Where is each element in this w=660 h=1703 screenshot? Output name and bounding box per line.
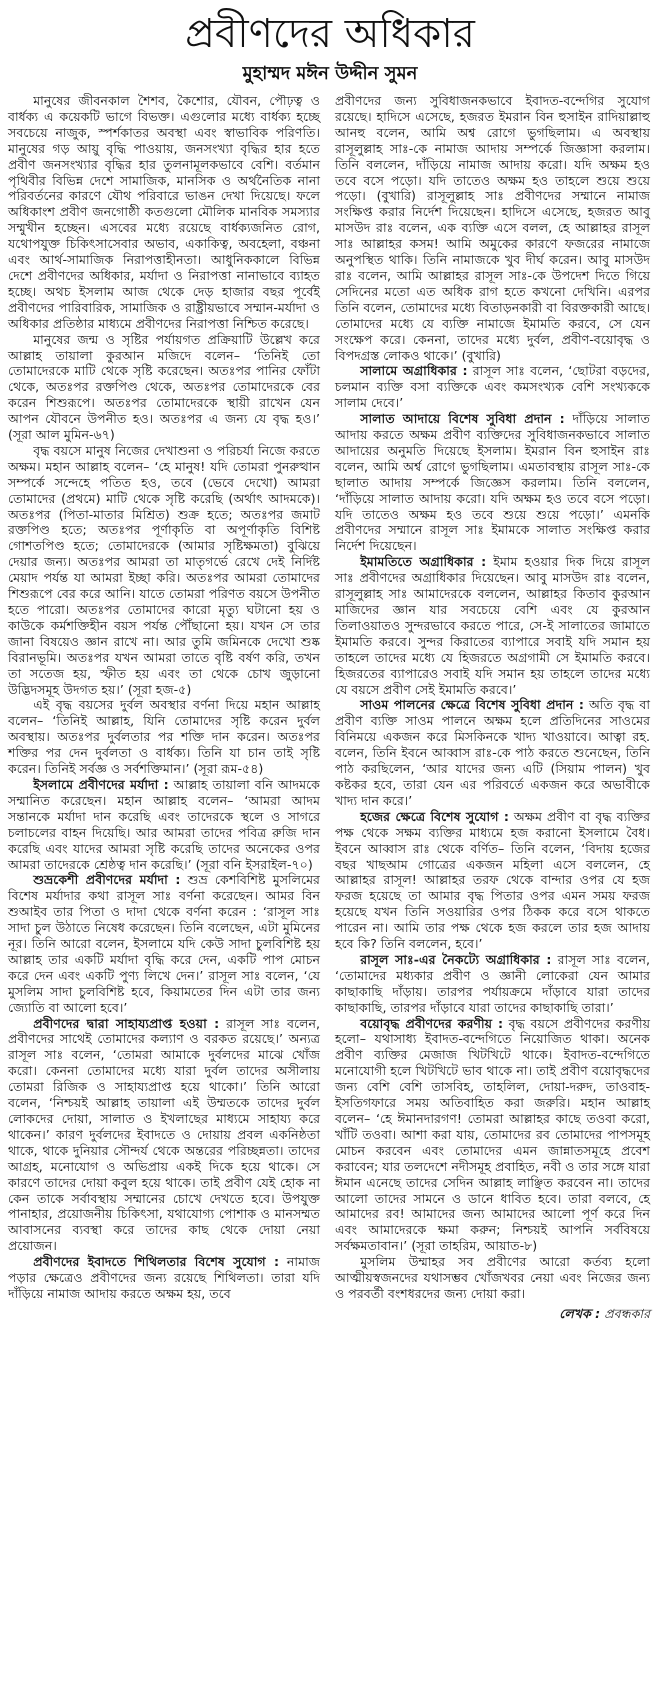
paragraph xyxy=(8,1254,320,1302)
paragraph-text: প্রবীণদের জন্য সুবিধাজনকভাবে ইবাদত-বন্দেগির সুযোগ রয়েছে। হাদিসে এসেছে, হজরত ইমরান বিন হুসাইন রাদিয়াল্লাহু আনহু বলেন, আমি অশ্ব রোগে ভুগছিলাম। এ অবস্থায় রাসূলুল্লাহ সাঃ-কে নামাজ আদায় সম্পর্কে জিজ্ঞাসা করলাম। তিনি বললেন, দাঁড়িয়ে নামাজ আদায় করো। যদি অক্ষম হও তবে বসে পড়ো। যদি তাতেও অক্ষম হও তাহলে শুয়ে শুয়ে পড়ো। (বুখারি) রাসূলুল্লাহ সাঃ প্রবীণদের সম্মানে নামাজ সংক্ষিপ্ত করার নির্দেশ দিয়েছেন। হাদিসে এসেছে, হজরত আবু মাসউদ রাঃ বলেন, এক ব্যক্তি এসে বলল, হে আল্লাহর রাসূল সাঃ আল্লাহর কসম! আমি অমুকের কারণে ফজরের নামাজে অনুপস্থিত থাকি। তিনি নামাজকে খুব দীর্ঘ করেন। আবু মাসউদ রাঃ বলেন, আমি আল্লাহর রাসূল সাঃ-কে উপদেশ দিতে গিয়ে সেদিনের মতো এত অধিক রাগ হতে কখনো দেখিনি। এরপর তিনি বলেন, তোমাদের মধ্যে বিতাড়নকারী বা বিরক্তকারী আছে। তোমাদের মধ্যে যে ব্যক্তি নামাজে ইমামতি করবে, সে যেন সংক্ষেপ করে। কেননা, তাদের মধ্যে দুর্বল, প্রবীণ-বয়োবৃদ্ধ ও বিপদগ্রস্ত লোকও থাকে।’ (বুখারি) xyxy=(335,93,650,363)
article-author: মুহাম্মদ মঈন উদ্দীন সুমন xyxy=(242,63,418,84)
paragraph xyxy=(335,1016,650,1255)
paragraph xyxy=(335,1254,650,1302)
paragraph-text: অতি বৃদ্ধ বা প্রবীণ ব্যক্তি সাওম পালনে অক্ষম হলে প্রতিদিনের সাওমের বিনিময়ে একজন করে মিসকিনকে খাদ্য খাওয়াবে। আত্বা রহ. বলেন, তিনি ইবনে আব্বাস রাঃ-কে পাঠ করতে শুনেছেন, তিনি পাঠ করছিলেন, ‘আর যাদের জন্য এটি (সিয়াম পালন) খুব কষ্টকর হবে, তারা যেন এর পরিবর্তে একজন করে অভাবীকে খাদ্য দান করে।’ xyxy=(335,697,650,808)
paragraph xyxy=(335,554,650,697)
paragraph-text: মুসলিম উম্মাহর সব প্রবীণের আরো কর্তব্য হলো আত্মীয়স্বজনদের যথাসম্ভব খোঁজখবর নেয়া এবং নিজের জন্য ও পরবর্তী বংশধরদের জন্য দোয়া করা। xyxy=(335,1254,650,1301)
paragraph-text: মানুষের জীবনকাল শৈশব, কৈশোর, যৌবন, পৌঢ়ত্ব ও বার্ধক্য এ কয়েকটি ভাগে বিভক্ত। এগুলোর মধ্যে বার্ধক্য হচ্ছে সবচেয়ে নাজুক, স্পর্শকাতর অবস্থা এবং স্বাভাবিক পরিণতি। মানুষের গড় আয়ু বৃদ্ধি পাওয়ায়, জনসংখ্যা বৃদ্ধির হার হতে প্রবীণ জনসংখ্যার বৃদ্ধির হার তুলনামূলকভাবে বেশি। বর্তমান পৃথিবীর বিভিন্ন দেশে সামাজিক, মানসিক ও অর্থনৈতিক নানা পরিবর্তনের কারণে যৌথ পরিবারে ভাঙন দেখা দিয়েছে। ফলে অধিকাংশ প্রবীণ জনগোষ্ঠী কতগুলো মৌলিক মানবিক সমস্যার সম্মুখীন হচ্ছেন। এসবের মধ্যে রয়েছে বার্ধক্যজনিত রোগ, যথোপযুক্ত চিকিৎসাসেবার অভাব, একাকিত্ব, অবহেলা, বঞ্চনা এবং আর্থ-সামাজিক নিরাপত্তাহীনতা। আধুনিককালে বিভিন্ন দেশে প্রবীণদের অধিকার, মর্যাদা ও নিরাপত্তা নানাভাবে ব্যাহত হচ্ছে। অথচ ইসলাম আজ থেকে দেড় হাজার বছর পূর্বেই প্রবীণদের পারিবারিক, সামাজিক ও রাষ্ট্রীয়ভাবে সম্মান-মর্যাদা ও অধিকার প্রতিষ্ঠার মাধ্যমে প্রবীণদের নিরাপত্তা নিশ্চিত করেছে। xyxy=(8,93,320,331)
paragraph-text: রাসূল সাঃ বলেন, ‘ছোটরা বড়দের, চলমান ব্যক্তি বসা ব্যক্তিকে এবং কমসংখ্যক বেশি সংখ্যককে সালাম দেবে।’ xyxy=(335,363,650,411)
section-heading: বয়োবৃদ্ধ প্রবীণদের করণীয় : xyxy=(360,1015,504,1031)
paragraph xyxy=(8,1016,320,1255)
section-heading: ইমামতিতে অগ্রাধিকার : xyxy=(360,554,487,570)
byline-text: প্রবন্ধকার xyxy=(600,1305,650,1321)
paragraph-text: রাসূল সাঃ বলেন, প্রবীণদের সাথেই তোমাদের কল্যাণ ও বরকত রয়েছে।’ অন্যত্র রাসূল সাঃ বলেন, ‘তোমরা আমাকে দুর্বলদের মাঝে খোঁজ করো। কেননা তোমাদের মধ্যে যারা দুর্বল তাদের অসীলায় তোমরা রিজিক ও সাহায্যপ্রাপ্ত হয়ে থাকো।’ তিনি আরো বলেন, ‘নিশ্চয়ই আল্লাহ তায়ালা এই উম্মতকে তাদের দুর্বল লোকদের দোয়া, সালাত ও ইখলাছের মাধ্যমে সাহায্য করে থাকেন।’ কারণ দুর্বলদের ইবাদতে ও দোয়ায় প্রবল একনিষ্ঠতা থাকে, থাকে দুনিয়ার সৌন্দর্য থেকে অন্তরের পরিচ্ছন্নতা। তাদের আগ্রহ, মনোযোগ ও অভিপ্রায় একই দিকে হয়ে থাকে। সে কারণে তাদের দোয়া কবুল হয়ে থাকে। তাই প্রবীণ যেই হোক না কেন তাকে সর্বাবস্থায় সম্মানের চোখে দেখতে হবে। উপযুক্ত পানাহার, প্রয়োজনীয় চিকিৎসা, যথাযোগ্য পোশাক ও মানসম্মত আবাসনের ব্যবস্থা করে তাদের কাছ থেকে দোয়া নেয়া প্রয়োজন। xyxy=(8,1015,321,1254)
paragraph xyxy=(8,332,320,443)
paragraph xyxy=(335,697,650,808)
section-heading: সাওম পালনের ক্ষেত্রে বিশেষ সুবিধা প্রদান : xyxy=(360,697,584,713)
section-heading: ইসলামে প্রবীণদের মর্যাদা : xyxy=(33,776,169,792)
section-heading: প্রবীণদের দ্বারা সাহায্যপ্রাপ্ত হওয়া : xyxy=(33,1015,220,1031)
section-heading: সালামে অগ্রাধিকার : xyxy=(360,363,468,379)
paragraph xyxy=(335,411,650,554)
paragraph-text: ইমাম হওয়ার দিক দিয়ে রাসূল সাঃ প্রবীণদের অগ্রাধিকার দিয়েছেন। আবু মাসউদ রাঃ বলেন, রাসূলুল্লাহ সাঃ আমাদেরকে বললেন, আল্লাহর কিতাব কুরআন মাজিদের জ্ঞান যার সবচেয়ে বেশি এবং যে কুরআন তিলাওয়াতও সুন্দরভাবে করতে পারে, সে-ই সালাতের জামাতে ইমামতি করবে। সুন্দর কিরাতের ব্যাপারে সবাই যদি সমান হয় তাহলে তাদের মধ্যে যে হিজরতে অগ্রগামী সে ইমামতি করবে। হিজরতের ব্যাপারেও সবাই যদি সমান হয় তাহলে তাদের মধ্যে যে বয়সে প্রবীণ সেই ইমামতি করবে।’ xyxy=(335,554,650,697)
paragraph-text: আল্লাহ তায়ালা বনি আদমকে সম্মানিত করেছেন। মহান আল্লাহ বলেন– ‘আমরা আদম সন্তানকে মর্যাদা দান করেছি এবং তাদেরকে স্থলে ও সাগরে চলাচলের বাহন দিয়েছি। আর আমরা তাদের পবিত্র রুজি দান করেছি এবং যাদের আমরা সৃষ্টি করেছি তাদের অনেকের ওপর আমরা তাদেরকে শ্রেষ্ঠত্ব দান করেছি।’ (সূরা বনি ইসরাইল-৭০) xyxy=(8,776,320,872)
paragraph xyxy=(8,872,320,1015)
paragraph-text: নামাজ পড়ার ক্ষেত্রেও প্রবীণদের জন্য রয়েছে শিথিলতা। তারা যদি দাঁড়িয়ে নামাজ আদায় করতে অক্ষম হয়, তবে xyxy=(8,1254,320,1301)
left-column xyxy=(8,93,320,1302)
paragraph-text: বৃদ্ধ বয়সে প্রবীণদের করণীয় হলো– যথাসাধ্য ইবাদত-বন্দেগিতে নিয়োজিত থাকা। অনেক প্রবীণ ব্যক্তির মেজাজ খিটখিটে থাকে। ইবাদত-বন্দেগিতে মনোযোগী হলে খিটখিটে ভাব থাকে না। তাই প্রবীণ বয়োবৃদ্ধদের জন্য বেশি বেশি তাসবিহ, তাহলিল, দোয়া-দরুদ, তাওবাহ-ইসতিগফারে সময় অতিবাহিত করা জরুরি। মহান আল্লাহ বলেন– ‘হে ঈমানদারগণ! তোমরা আল্লাহর কাছে তওবা করো, খাঁটি তওবা। আশা করা যায়, তোমাদের রব তোমাদের পাপসমূহ মোচন করবেন এবং তোমাদের এমন জান্নাতসমূহে প্রবেশ করাবেন; যার তলদেশে নদীসমূহ প্রবাহিত, নবী ও তার সঙ্গে যারা ঈমান এনেছে তাদের সেদিন আল্লাহ লাঞ্ছিত করবেন না। তাদের আলো তাদের সামনে ও ডানে ধাবিত হবে। তারা বলবে, হে আমাদের রব! আমাদের জন্য আমাদের আলো পূর্ণ করে দিন এবং আমাদেরকে ক্ষমা করুন; নিশ্চয়ই আপনি সর্ববিষয়ে সর্বক্ষমতাবান।’ (সূরা তাহরিম, আয়াত-৮) xyxy=(335,1015,650,1254)
section-heading: শুভ্রকেশী প্রবীণদের মর্যাদা : xyxy=(33,872,181,888)
paragraph xyxy=(335,363,650,411)
section-heading: হজের ক্ষেত্রে বিশেষ সুযোগ : xyxy=(360,808,509,824)
paragraph-text: দাঁড়িয়ে সালাত আদায় করতে অক্ষম প্রবীণ ব্যক্তিদের সুবিধাজনকভাবে সালাত আদায়ের অনুমতি দিয়েছে ইসলাম। ইমরান বিন হুসাইন রাঃ বলেন, আমি অর্শ্ব রোগে ভুগছিলাম। এমতাবস্থায় রাসূল সাঃ-কে ছালাত আদায় সম্পর্কে জিজ্ঞেস করলাম। তিনি বললেন, ‘দাঁড়িয়ে সালাত আদায় করো। যদি অক্ষম হও তবে বসে পড়ো। যদি তাতেও অক্ষম হও তবে শুয়ে শুয়ে পড়ো।’ এমনকি প্রবীণদের সম্মানে রাসূল সাঃ ইমামকে সালাত সংক্ষিপ্ত করার নির্দেশ দিয়েছেন। xyxy=(335,411,650,554)
paragraph xyxy=(8,443,320,698)
paragraph-text: অক্ষম প্রবীণ বা বৃদ্ধ ব্যক্তির পক্ষ থেকে সক্ষম ব্যক্তির মাধ্যমে হজ করানো ইসলামে বৈধ। ইবনে আব্বাস রাঃ থেকে বর্ণিত– তিনি বলেন, ‘বিদায় হজের বছর খাছআম গোত্রের একজন মহিলা এসে বললেন, হে আল্লাহর রাসূল! আল্লাহর তরফ থেকে বান্দার ওপর যে হজ ফরজ হয়েছে তা আমার বৃদ্ধ পিতার ওপর এমন সময় ফরজ হয়েছে যখন তিনি সওয়ারির ওপর ঠিকক করে বসে থাকতে পারেন না। আমি তার পক্ষ থেকে হজ করলে তার হজ আদায় হবে কি? তিনি বললেন, হবে।’ xyxy=(335,808,650,952)
paragraph-text: বৃদ্ধ বয়সে মানুষ নিজের দেখাশুনা ও পরিচর্যা নিজে করতে অক্ষম। মহান আল্লাহ বলেন– ‘হে মানুষ! যদি তোমরা পুনরুত্থান সম্পর্কে সন্দেহে পতিত হও, তবে (ভেবে দেখো) আমরা তোমাদের (প্রথমে) মাটি থেকে সৃষ্টি করেছি (অর্থাৎ আদমকে)। অতঃপর (পিতা-মাতার মিশ্রিত) শুক্র হতে; অতঃপর জমাট রক্তপিণ্ড হতে; অতঃপর পূর্ণাকৃতি বা অপূর্ণাকৃতি বিশিষ্ট গোশতপিণ্ড হতে; তোমাদেরকে (আমার সৃষ্টিক্ষমতা) বুঝিয়ে দেয়ার জন্য। অতঃপর আমরা তা মাতৃগর্ভে রেখে দেই নির্দিষ্ট মেয়াদ পর্যন্ত যা আমরা ইচ্ছা করি। অতঃপর আমরা তোমাদের শিশুরূপে বের করে আনি। যাতে তোমরা পরিণত বয়সে উপনীত হতে পারো। অতঃপর তোমাদের কারো মৃত্যু ঘটানো হয় ও কাউকে কর্মশক্তিহীন বয়স পর্যন্ত পৌঁছানো হয়। যখন সে তার জানা বিষয়েও জ্ঞান রাখে না। আর তুমি জমিনকে দেখো শুষ্ক বিরানভূমি। অতঃপর যখন আমরা তাতে বৃষ্টি বর্ষণ করি, তখন তা সতেজ হয়, স্ফীত হয় এবং তা থেকে চোখ জুড়ানো উদ্ভিদসমূহ উদগত হয়।’ (সূরা হজ-৫) xyxy=(8,442,320,697)
paragraph-text: রাসূল সাঃ বলেন, ‘তোমাদের মধ্যকার প্রবীণ ও জ্ঞানী লোকেরা যেন আমার কাছাকাছি দাঁড়ায়। তারপর পর্যায়ক্রমে দাঁড়াবে যারা তাদের কাছাকাছি, তারপর দাঁড়াবে যারা তাদের কাছাকাছি তারা।’ xyxy=(335,951,650,1015)
paragraph-text: এই বৃদ্ধ বয়সের দুর্বল অবস্থার বর্ণনা দিয়ে মহান আল্লাহ বলেন– ‘তিনিই আল্লাহ, যিনি তোমাদের সৃষ্টি করেন দুর্বল অবস্থায়। অতঃপর দুর্বলতার পর শক্তি দান করেন। অতঃপর শক্তির পর দেন দুর্বলতা ও বার্ধক্য। তিনি যা চান তাই সৃষ্টি করেন। তিনিই সর্বজ্ঞ ও সর্বশক্তিমান।’ (সূরা রূম-৫৪) xyxy=(8,697,320,777)
paragraph-text: শুভ্র কেশবিশিষ্ট মুসলিমের বিশেষ মর্যাদার কথা রাসূল সাঃ বর্ণনা করেছেন। আমর বিন শুআইব তার পিতা ও দাদা থেকে বর্ণনা করেন : ‘রাসূল সাঃ সাদা চুল উঠাতে নিষেধ করেছেন। তিনি বলেছেন, এটা মুমিনের নূর। তিনি আরো বলেন, ইসলামে যদি কেউ সাদা চুলবিশিষ্ট হয় আল্লাহ তার একটি মর্যাদা বৃদ্ধি করে দেন, একটি পাপ মোচন করে দেন এবং একটি পুণ্য লিখে দেন।’ রাসূল সাঃ বলেন, ‘যে মুসলিম সাদা চুলবিশিষ্ট হবে, কিয়ামতের দিন এটা তার জন্য জ্যোতি বা আলো হবে।’ xyxy=(8,872,320,1015)
paragraph xyxy=(335,93,650,363)
paragraph xyxy=(335,809,650,952)
writer-byline xyxy=(335,1306,650,1322)
paragraph xyxy=(8,697,320,777)
right-column xyxy=(335,93,650,1322)
section-heading: প্রবীণদের ইবাদতে শিথিলতার বিশেষ সুযোগ : xyxy=(33,1254,280,1270)
section-heading: রাসূল সাঃ-এর নৈকট্যে অগ্রাধিকার : xyxy=(360,951,552,967)
article-title: প্রবীণদের অধিকার xyxy=(185,11,475,57)
paragraph-text: মানুষের জন্ম ও সৃষ্টির পর্যায়গত প্রক্রিয়াটি উল্লেখ করে আল্লাহ তায়ালা কুরআন মজিদে বলেন– ‘তিনিই তো তোমাদেরকে মাটি থেকে সৃষ্টি করেছেন। অতঃপর পানির ফোঁটা থেকে, অতঃপর রক্তপিণ্ড থেকে, অতঃপর তোমাদেরকে বের করেন শিশুরূপে। অতঃপর তোমাদেরকে স্থায়ী রাখেন যেন আপন যৌবনে উপনীত হও। অতঃপর এ জন্য যে বৃদ্ধ হও।’ (সূরা আল মুমিন-৬৭) xyxy=(8,331,320,443)
paragraph xyxy=(335,952,650,1016)
byline-label: লেখক : xyxy=(559,1305,601,1321)
paragraph xyxy=(8,777,320,872)
section-heading: সালাত আদায়ে বিশেষ সুবিধা প্রদান : xyxy=(360,411,565,427)
paragraph xyxy=(8,93,320,332)
